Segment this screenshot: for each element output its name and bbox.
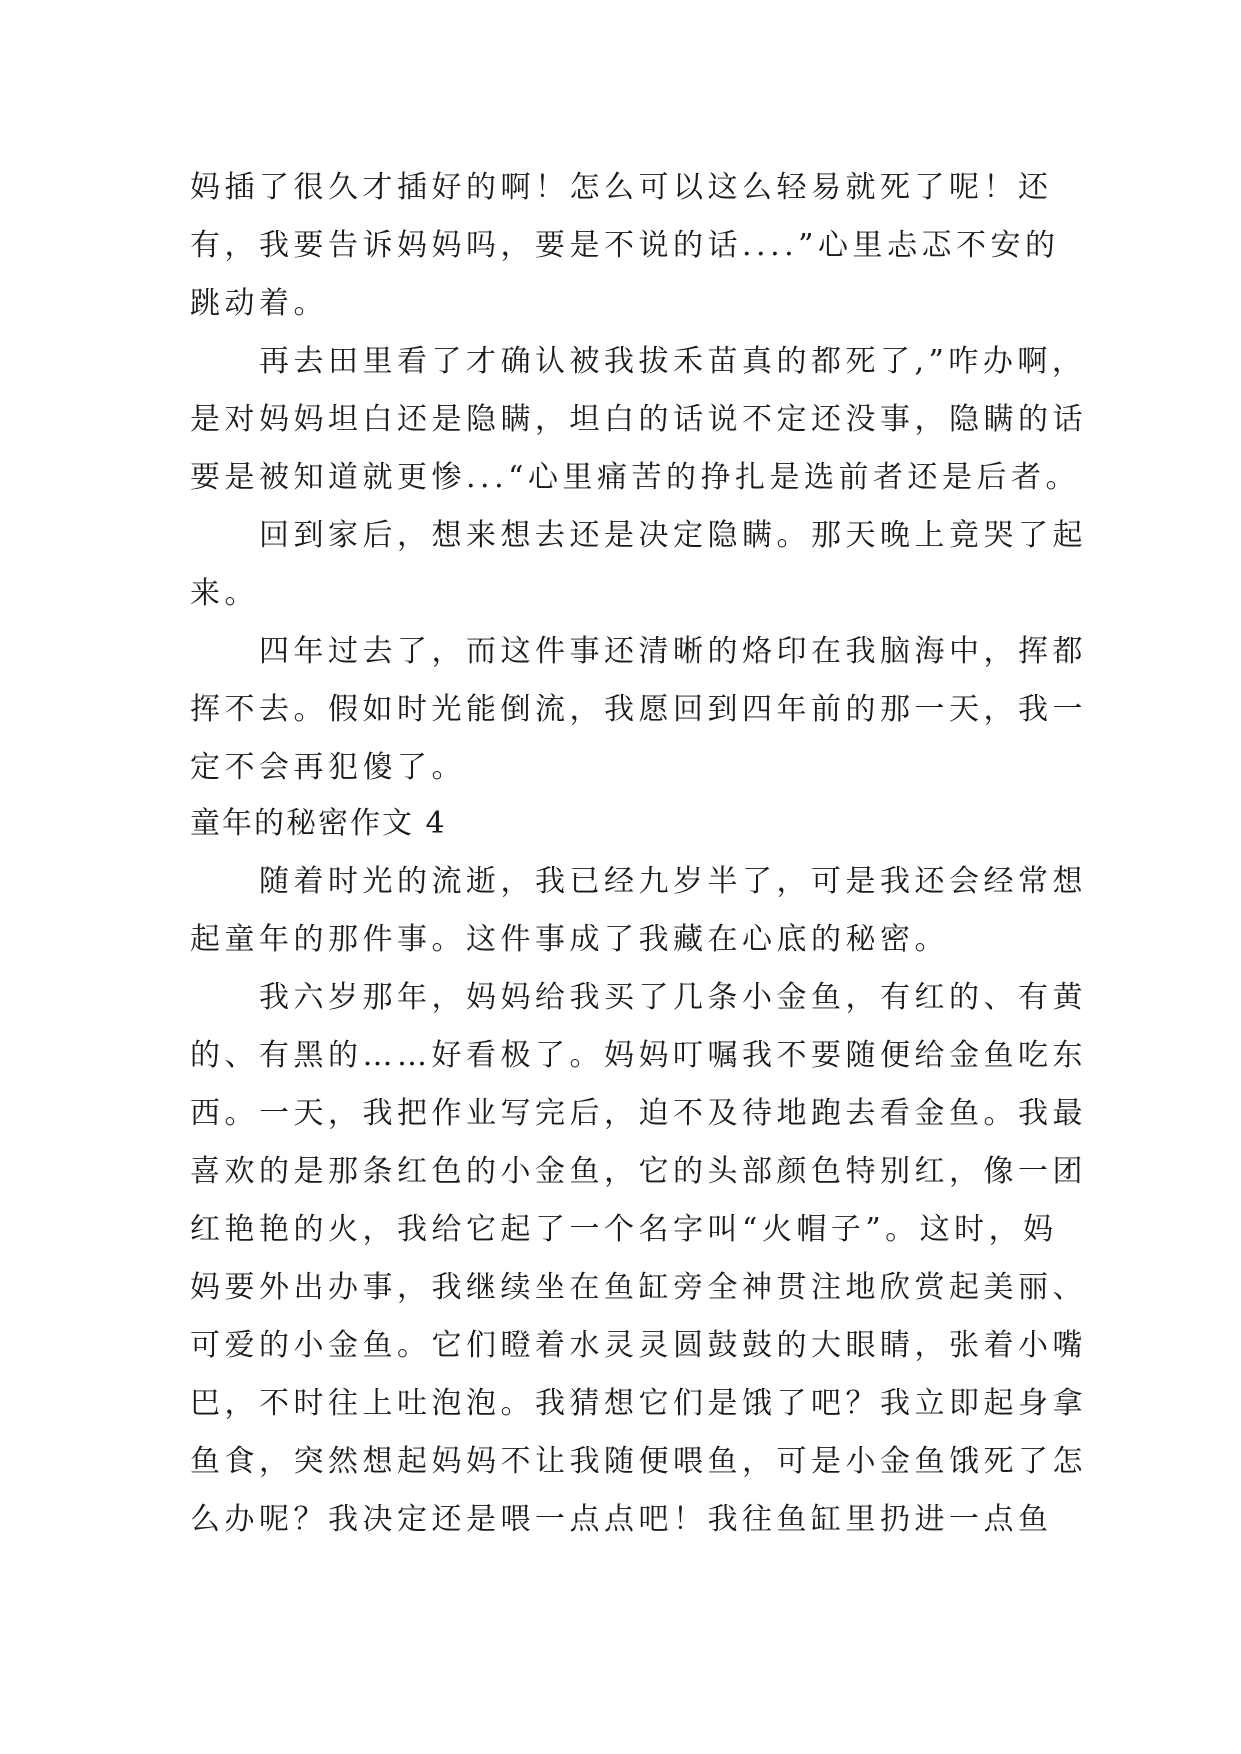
text-line: 起童年的那件事。这件事成了我藏在心底的秘密。 bbox=[190, 922, 949, 957]
text-line: 定不会再犯傻了。 bbox=[190, 750, 466, 785]
text-line: 红艳艳的火，我给它起了一个名字叫“火帽子”。这时，妈 bbox=[190, 1212, 1058, 1247]
text-line: 喜欢的是那条红色的小金鱼，它的头部颜色特别红，像一团 bbox=[190, 1154, 1087, 1189]
text-line: 挥不去。假如时光能倒流，我愿回到四年前的那一天，我一 bbox=[190, 692, 1087, 727]
text-line: 要是被知道就更惨...“心里痛苦的挣扎是选前者还是后者。 bbox=[190, 460, 1080, 495]
text-line: 妈插了很久才插好的啊！怎么可以这么轻易就死了呢！还 bbox=[190, 170, 1053, 205]
text-line: 巴，不时往上吐泡泡。我猜想它们是饿了吧？我立即起身拿 bbox=[190, 1386, 1087, 1421]
text-line: 四年过去了，而这件事还清晰的烙印在我脑海中，挥都 bbox=[190, 634, 1087, 669]
section-heading: 童年的秘密作文 4 bbox=[190, 806, 447, 841]
text-line: 的、有黑的……好看极了。妈妈叮嘱我不要随便给金鱼吃东 bbox=[190, 1038, 1087, 1073]
text-line: 么办呢？我决定还是喂一点点吧！我往鱼缸里扔进一点鱼 bbox=[190, 1502, 1053, 1537]
text-line: 鱼食，突然想起妈妈不让我随便喂鱼，可是小金鱼饿死了怎 bbox=[190, 1444, 1087, 1479]
text-line: 可爱的小金鱼。它们瞪着水灵灵圆鼓鼓的大眼睛，张着小嘴 bbox=[190, 1328, 1087, 1363]
text-line: 随着时光的流逝，我已经九岁半了，可是我还会经常想 bbox=[190, 864, 1087, 899]
text-line: 回到家后，想来想去还是决定隐瞒。那天晚上竟哭了起 bbox=[190, 518, 1087, 553]
text-line: 来。 bbox=[190, 576, 259, 611]
text-line: 是对妈妈坦白还是隐瞒，坦白的话说不定还没事，隐瞒的话 bbox=[190, 402, 1087, 437]
text-line: 我六岁那年，妈妈给我买了几条小金鱼，有红的、有黄 bbox=[190, 980, 1087, 1015]
text-line: 再去田里看了才确认被我拔禾苗真的都死了,”咋办啊， bbox=[190, 344, 1087, 379]
text-line: 西。一天，我把作业写完后，迫不及待地跑去看金鱼。我最 bbox=[190, 1096, 1087, 1131]
text-line: 跳动着。 bbox=[190, 286, 328, 321]
text-line: 有，我要告诉妈妈吗，要是不说的话....”心里忐忑不安的 bbox=[190, 228, 1060, 263]
text-line: 妈要外出办事，我继续坐在鱼缸旁全神贯注地欣赏起美丽、 bbox=[190, 1270, 1087, 1305]
